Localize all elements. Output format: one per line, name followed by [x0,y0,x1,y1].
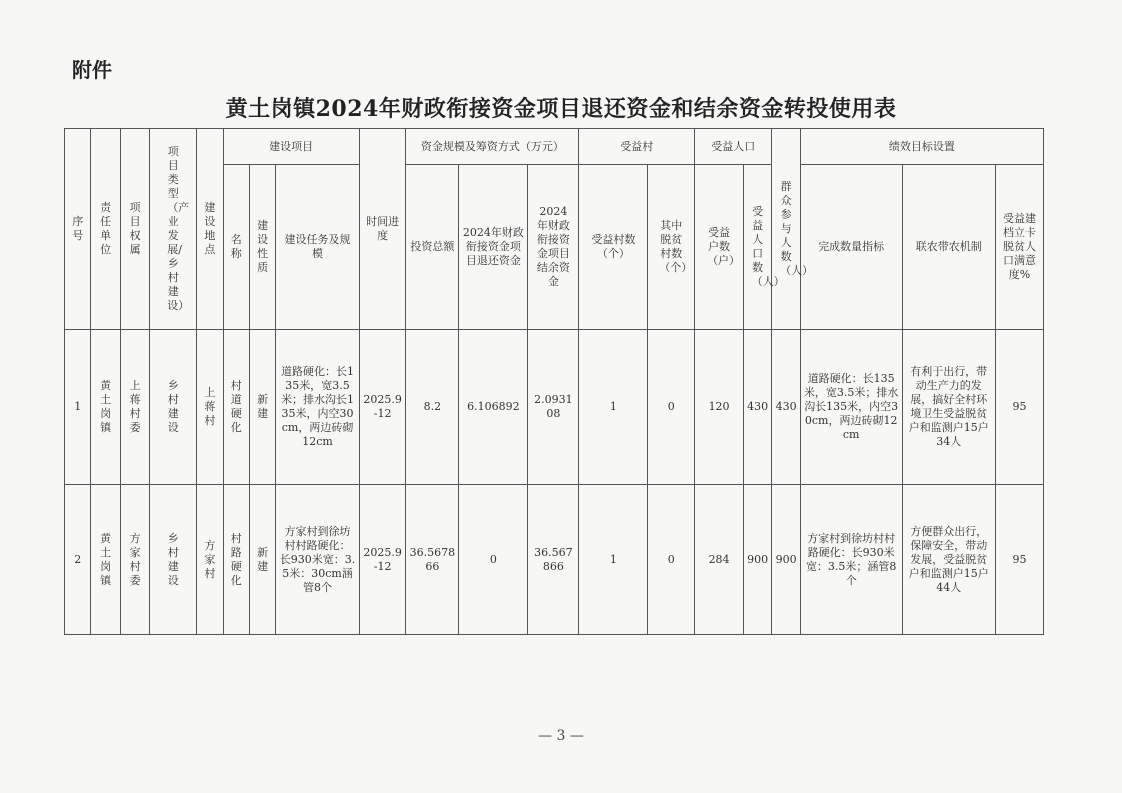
header-unit: 责任单位 [91,129,120,330]
header-location: 建设地点 [197,129,223,330]
header-task: 建设任务及规模 [276,165,359,330]
cell-surplus: 2.093108 [528,330,579,485]
cell-participants: 900 [772,485,800,635]
cell-total: 8.2 [406,330,459,485]
header-seq: 序号 [65,129,91,330]
table-row [65,330,1044,485]
cell-poor-village: 0 [648,485,695,635]
header-completion: 完成数量指标 [800,165,902,330]
cell-location: 上蒋村 [197,330,223,485]
cell-persons: 900 [743,485,771,635]
cell-households: 120 [695,330,744,485]
cell-progress: 2025.9-12 [359,330,406,485]
cell-seq: 2 [65,485,91,635]
cell-mechanism: 方便群众出行，保障安全，带动发展，受益脱贫户和监测户15户44人 [902,485,996,635]
header-ownership: 项目权属 [120,129,149,330]
header-participants: 群众参与人数（人） [772,129,800,330]
document-title: 黄土岗镇2024年财政衔接资金项目退还资金和结余资金转投使用表 [225,96,897,122]
cell-village-count: 1 [579,330,648,485]
cell-completion: 方家村到徐坊村村路硬化：长930米宽：3.5米；涵管8个 [800,485,902,635]
project-table [64,128,1044,635]
cell-satisfaction: 95 [996,485,1044,635]
cell-village-count: 1 [579,485,648,635]
table-row [65,485,1044,635]
cell-surplus: 36.567866 [528,485,579,635]
header-pop-group: 受益人口 [695,129,772,165]
cell-ownership: 方家村委 [120,485,149,635]
header-village-group: 受益村 [579,129,695,165]
header-perf-group: 绩效目标设置 [800,129,1043,165]
cell-name: 村道硬化 [223,330,249,485]
cell-type: 乡村建设 [150,330,197,485]
cell-unit: 黄土岗镇 [91,485,120,635]
header-progress: 时间进度 [359,129,406,330]
page-number: — 3 — [538,728,584,744]
header-households: 受益户数（户） [695,165,744,330]
header-fund-group: 资金规模及筹资方式（万元） [406,129,579,165]
header-satisfaction: 受益建档立卡脱贫人口满意度% [996,165,1044,330]
attachment-label: 附件 [72,58,112,82]
header-poor-village: 其中脱贫村数（个） [648,165,695,330]
cell-participants: 430 [772,330,800,485]
cell-task: 方家村到徐坊村村路硬化：长930米宽：3.5米：30cm涵管8个 [276,485,359,635]
cell-nature: 新建 [249,330,275,485]
header-persons: 受益人口数（人） [743,165,771,330]
cell-total: 36.567866 [406,485,459,635]
cell-name: 村路硬化 [223,485,249,635]
header-project-group: 建设项目 [223,129,359,165]
cell-nature: 新建 [249,485,275,635]
header-surplus: 2024年财政衔接资金项目结余资金 [528,165,579,330]
cell-satisfaction: 95 [996,330,1044,485]
header-mechanism: 联农带农机制 [902,165,996,330]
cell-type: 乡村建设 [150,485,197,635]
cell-refund: 0 [459,485,528,635]
header-village-count: 受益村数（个） [579,165,648,330]
cell-progress: 2025.9-12 [359,485,406,635]
cell-mechanism: 有利于出行，带动生产力的发展，搞好全村环境卫生受益脱贫户和监测户15户34人 [902,330,996,485]
cell-households: 284 [695,485,744,635]
header-total: 投资总额 [406,165,459,330]
cell-refund: 6.106892 [459,330,528,485]
header-nature: 建设性质 [249,165,275,330]
cell-unit: 黄土岗镇 [91,330,120,485]
cell-ownership: 上蒋村委 [120,330,149,485]
cell-poor-village: 0 [648,330,695,485]
header-name: 名称 [223,165,249,330]
cell-seq: 1 [65,330,91,485]
cell-task: 道路硬化：长135米，宽3.5米；排水沟长135米，内空30cm，两边砖砌12cm [276,330,359,485]
header-refund: 2024年财政衔接资金项目退还资金 [459,165,528,330]
cell-completion: 道路硬化：长135米，宽3.5米；排水沟长135米，内空30cm，两边砖砌12cm [800,330,902,485]
header-type: 项目类型（产业发展/乡村建设） [150,129,197,330]
cell-location: 方家村 [197,485,223,635]
cell-persons: 430 [743,330,771,485]
